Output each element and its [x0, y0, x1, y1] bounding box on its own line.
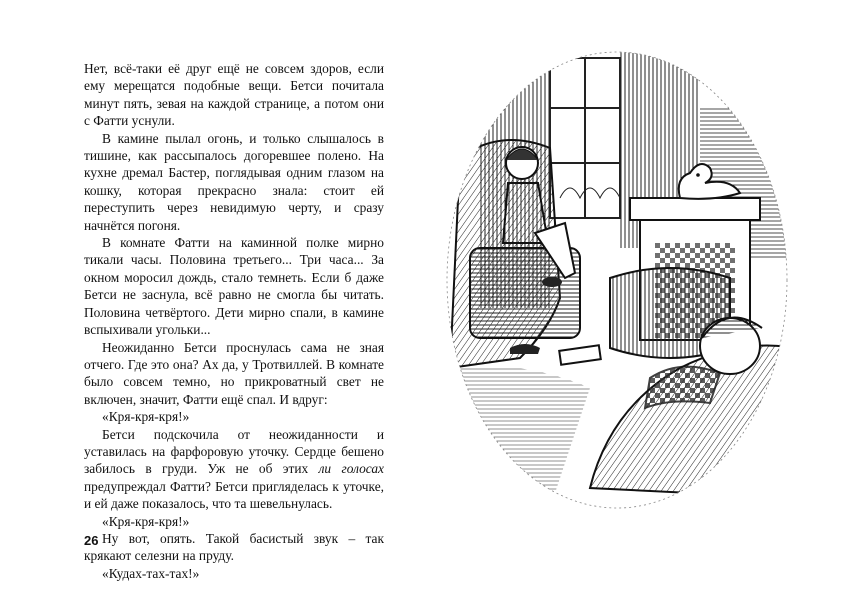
- mantel: [630, 198, 760, 220]
- paragraph-7: «Кря-кря-кря!»: [102, 513, 190, 529]
- paragraph-1: Нет, всё-таки её друг ещё не совсем здоров, если ему мерещатся подобные вещи. Бетси почитала минут пять, зевая на каждой странице, а потом они с Фатти уснули.: [84, 61, 384, 129]
- paragraph-2: В камине пылал огонь, и только слышалось в тишине, как рассыпалось догоревшее полено. На кухне дремал Бастер, поглядывая одним глазом на кошку, которая прекрасно знала: стоит ей переступить через невидимую черту, и сразу начнётся погоня.: [84, 130, 384, 233]
- paragraph-5: «Кря-кря-кря!»: [102, 409, 190, 425]
- paragraph-6-italic: ли голосах: [318, 461, 384, 477]
- paragraph-6: [84, 426, 384, 513]
- paragraph-4: Неожиданно Бетси проснулась сама не зная отчего. Где это она? Ах да, у Тротвиллей. В комнате было совсем темно, но прикроватный свет не включен, значит, Фатти ещё спал. И вдруг:: [84, 339, 384, 407]
- paragraph-6-start: Бетси подскочила от неожиданности и уставилась на фарфоровую уточку. Сердце бешено забилось в груди.: [84, 426, 384, 477]
- body-text: [84, 60, 384, 582]
- illustration: [440, 48, 795, 513]
- paragraph-6-rest: предупреждал Фатти? Бетси пригляделась к уточке, и ей даже показалось, что та шевельнулась.: [84, 478, 384, 512]
- paragraph-9: «Кудах-тах-тах!»: [102, 565, 200, 581]
- page-number: 26: [84, 533, 99, 548]
- room-scene: [440, 48, 795, 513]
- paragraph-6-before: Уж не об этих: [207, 461, 319, 477]
- paragraph-3: В комнате Фатти на каминной полке мирно тикали часы. Половина третьего... Три часа... За окном моросил дождь, стало темнеть. Если б даже Бетси не заснула, всё равно не смогла бы читать. Половина четвёртого. Дети мирно спали, в камине вспыхивали угольки...: [84, 235, 384, 338]
- paragraph-8: Ну вот, опять. Такой басистый звук – так крякают селезни на пруду.: [84, 530, 384, 564]
- illustration-drawing: [440, 48, 795, 513]
